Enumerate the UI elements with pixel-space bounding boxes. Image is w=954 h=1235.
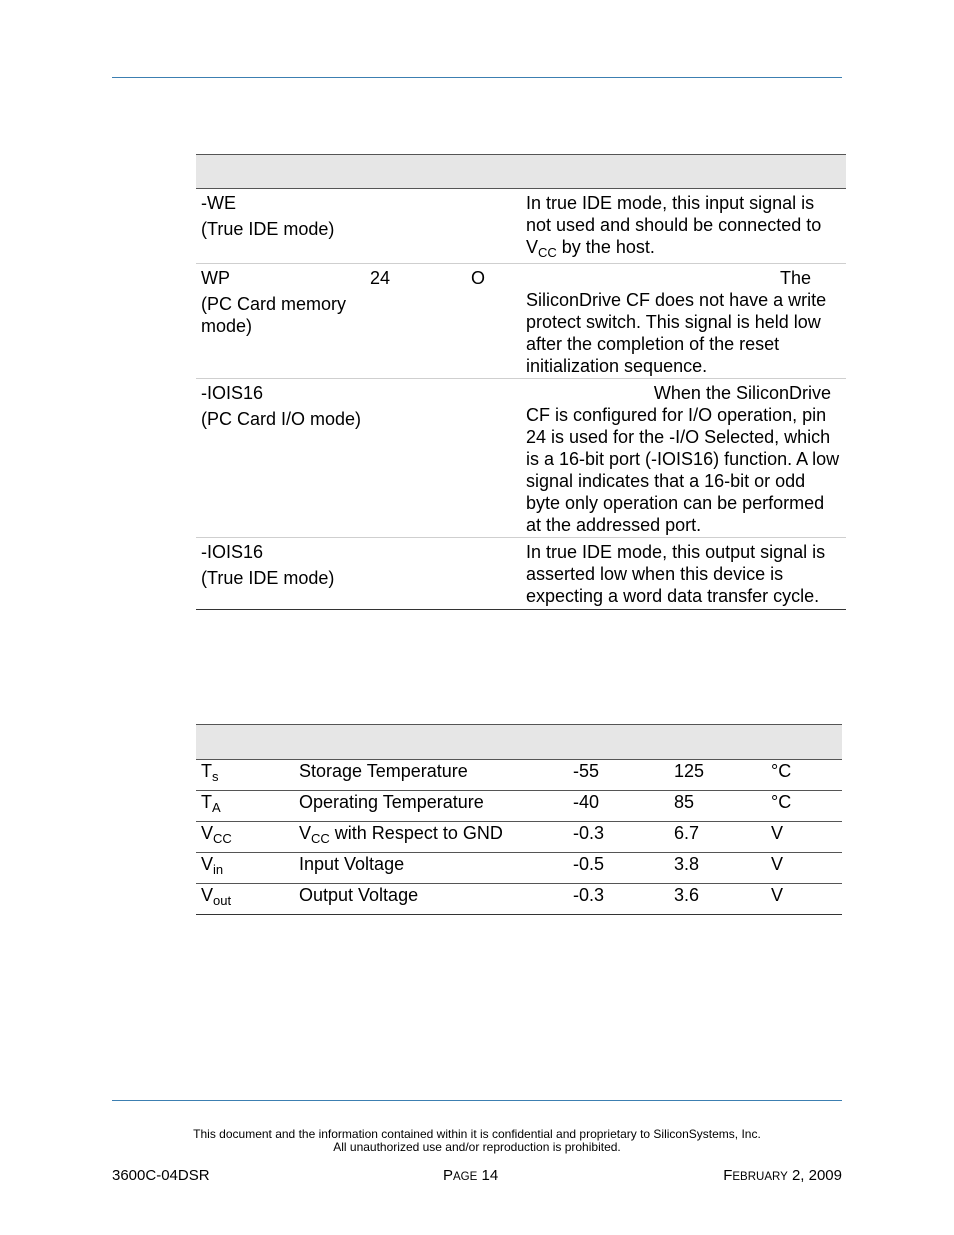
signal-mode: (True IDE mode): [201, 219, 335, 239]
symbol-text: T: [201, 761, 212, 781]
page-label-small: AGE: [453, 1171, 478, 1183]
description-text: CF is configured for I/O operation, pin 24 is used for the -I/O Selected, which is a 16-bit port (-IOIS16) function. A low signal indicates that a 16-bit or odd byte only operation can be performed at the addressed port.: [526, 405, 840, 535]
signal-name: WP: [201, 268, 230, 288]
signal-cell: [201, 382, 366, 430]
min-cell: -55: [573, 761, 600, 781]
signal-name: -IOIS16: [201, 542, 264, 562]
parameter-text: Output Voltage: [299, 885, 419, 905]
parameter-cell: [299, 853, 404, 875]
table-row: [196, 379, 846, 538]
date-month-small: EBRUARY: [732, 1171, 788, 1183]
symbol-text: T: [201, 792, 212, 812]
parameter-text: Input Voltage: [299, 854, 405, 874]
parameter-text: Storage Temperature: [299, 761, 468, 781]
parameter-cell: [299, 791, 484, 813]
symbol-cell: [201, 791, 221, 813]
symbol-subscript: s: [212, 769, 219, 784]
signal-name: -IOIS16: [201, 383, 264, 403]
symbol-subscript: A: [212, 800, 221, 815]
max-cell: 3.6: [674, 885, 700, 905]
table-row: [196, 264, 846, 379]
description-text: SiliconDrive CF does not have a write protect switch. This signal is held low after the completion of the reset initialization sequence.: [526, 290, 827, 376]
table-row: [196, 760, 842, 791]
max-cell: 3.8: [674, 854, 700, 874]
header-rule: [112, 77, 842, 78]
min-cell: -0.3: [573, 823, 605, 843]
symbol-subscript: out: [213, 893, 232, 908]
table-row: [196, 538, 846, 610]
description-cell: In true IDE mode, this output signal is asserted low when this device is expecting a word data transfer cycle.: [526, 542, 826, 606]
description-cell: [526, 192, 841, 258]
table-header-row: [196, 154, 846, 189]
max-cell: 85: [674, 792, 695, 812]
reproduction-notice: All unauthorized use and/or reproduction is prohibited.: [333, 1140, 621, 1154]
min-cell: -0.3: [573, 885, 605, 905]
table-row: [196, 189, 846, 264]
pin-cell: 24: [370, 268, 391, 288]
parameter-text: Operating Temperature: [299, 792, 484, 812]
description-cell: [526, 267, 841, 377]
parameter-cell: [299, 884, 418, 906]
io-cell: O: [471, 268, 486, 288]
symbol-cell: [201, 853, 223, 875]
pin-description-table: [196, 154, 846, 610]
symbol-text: V: [201, 823, 214, 843]
confidentiality-notice: This document and the information contained within it is confidential and proprietary to SiliconSystems, Inc.: [193, 1127, 761, 1141]
symbol-text: V: [201, 885, 214, 905]
description-text-end: by the host.: [556, 237, 655, 257]
description-first-line: When the SiliconDrive: [653, 383, 831, 403]
symbol-text: V: [201, 854, 214, 874]
parameter-subscript: CC: [311, 831, 330, 846]
signal-cell: [201, 267, 366, 337]
description-subscript: CC: [538, 245, 557, 260]
document-id: 3600C-04DSR: [112, 1167, 210, 1184]
max-cell: 6.7: [674, 823, 700, 843]
date-cap: F: [723, 1167, 733, 1184]
unit-cell: °C: [771, 761, 792, 781]
min-cell: -0.5: [573, 854, 605, 874]
symbol-subscript: in: [213, 862, 224, 877]
table-row: [196, 791, 842, 822]
description-cell: [526, 382, 841, 536]
page-number: [443, 1167, 498, 1186]
signal-mode: (True IDE mode): [201, 568, 335, 588]
symbol-cell: [201, 884, 231, 906]
description-first-line: The: [779, 268, 811, 288]
description-text: In true IDE mode, this input signal is not used and should be connected to V: [526, 193, 822, 257]
table-row: [196, 884, 842, 915]
signal-mode: (PC Card memory mode): [201, 294, 347, 336]
symbol-cell: [201, 822, 232, 844]
min-cell: -40: [573, 792, 600, 812]
unit-cell: V: [771, 854, 784, 874]
signal-cell: [201, 192, 366, 240]
max-cell: 125: [674, 761, 705, 781]
page-number-value: 14: [477, 1167, 499, 1184]
table-row: [196, 853, 842, 884]
parameter-text: V: [299, 823, 312, 843]
unit-cell: V: [771, 885, 784, 905]
table-row: [196, 822, 842, 853]
signal-cell: [201, 541, 366, 589]
signal-name: -WE: [201, 193, 236, 213]
unit-cell: V: [771, 823, 784, 843]
page-label-cap: P: [443, 1167, 454, 1184]
unit-cell: °C: [771, 792, 792, 812]
parameter-text-end: with Respect to GND: [329, 823, 503, 843]
ratings-table: [196, 724, 842, 915]
footer-rule: [112, 1100, 842, 1101]
parameter-cell: [299, 760, 468, 782]
symbol-subscript: CC: [213, 831, 232, 846]
signal-mode: (PC Card I/O mode): [201, 409, 362, 429]
date-rest: 2, 2009: [787, 1167, 842, 1184]
document-date: [723, 1167, 842, 1186]
parameter-cell: [299, 822, 503, 844]
symbol-cell: [201, 760, 219, 782]
table-header-row: [196, 724, 842, 760]
